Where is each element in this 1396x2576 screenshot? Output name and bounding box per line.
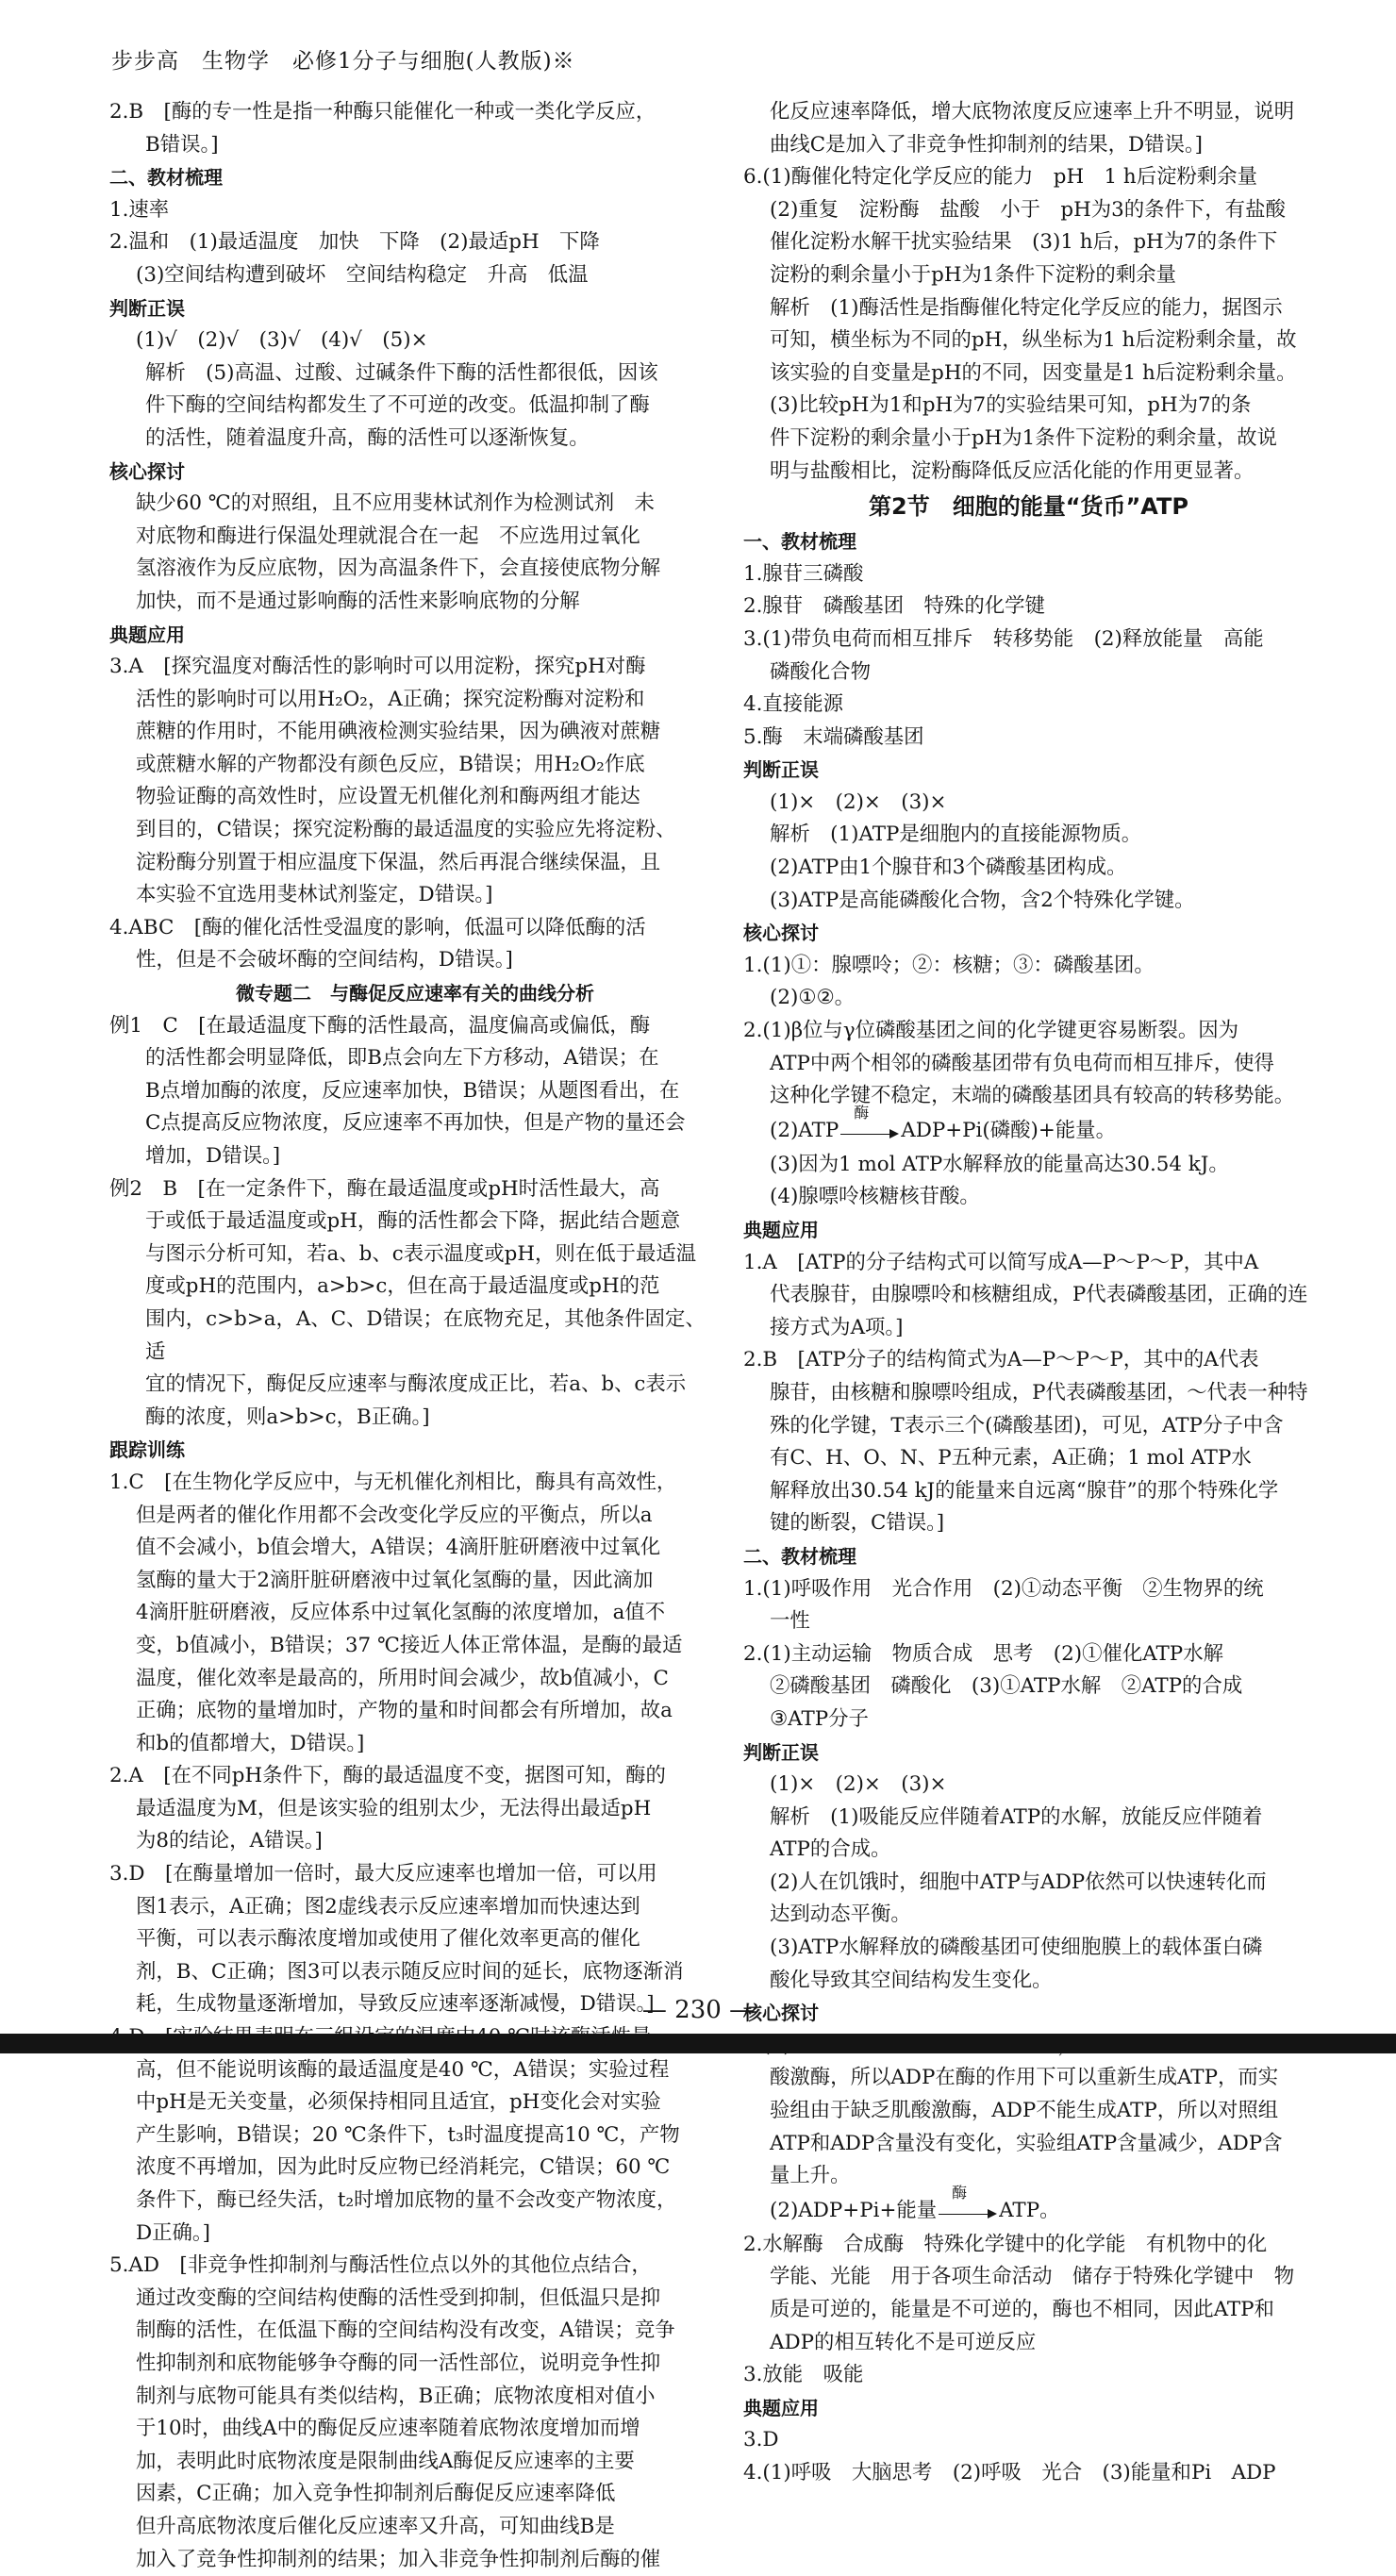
text-line: 件下淀粉的剩余量小于pH为1条件下淀粉的剩余量，故说 xyxy=(770,425,1277,450)
text-line: 淀粉的剩余量小于pH为1条件下淀粉的剩余量 xyxy=(770,262,1176,287)
text-line: 活性的影响时可以用H₂O₂，A正确；探究淀粉酶对淀粉和 xyxy=(136,687,645,711)
text-line: 解析 (5)高温、过酸、过碱条件下酶的活性都很低，因该 xyxy=(145,360,658,385)
text-line: 学能、光能 用于各项生命活动 储存于特殊化学键中 物 xyxy=(770,2265,1295,2289)
text-line: 达到动态平衡。 xyxy=(770,1903,911,1927)
text-line: 例1 C [在最适温度下酶的活性最高，温度偏高或偏低，酶 xyxy=(109,1013,651,1038)
text-line: D正确。] xyxy=(136,2220,210,2245)
text-line: (3)空间结构遭到破坏 空间结构稳定 升高 低温 xyxy=(136,262,589,287)
reaction-equation xyxy=(743,2183,1314,2229)
section-heading: 二、教材梳理 xyxy=(109,166,223,190)
text-line: (1)× (2)× (3)× xyxy=(770,789,947,814)
text-line: 宜的情况下，酶促反应速率与酶浓度成正比，若a、b、c表示 xyxy=(145,1372,687,1397)
text-line: 平衡，可以表示酶浓度增加或使用了催化效率更高的催化 xyxy=(136,1927,640,1952)
section-heading: 典题应用 xyxy=(743,2396,819,2419)
text-line: 剂，B、C正确；图3可以表示随反应时间的延长，底物逐渐消 xyxy=(136,1959,684,1984)
text-line: (2)ATP由1个腺苷和3个磷酸基团构成。 xyxy=(770,856,1127,880)
text-line: ATP和ADP含量没有变化，实验组ATP含量减少，ADP含 xyxy=(770,2131,1283,2155)
equation-right: ADP+Pi(磷酸)+能量。 xyxy=(901,1118,1116,1142)
text-line: 磷酸化合物 xyxy=(770,659,871,684)
text-line: 缺少60 ℃的对照组，且不应用斐林试剂作为检测试剂 未 xyxy=(136,491,655,516)
text-line: 曲线C是加入了非竞争性抑制剂的结果，D错误。] xyxy=(770,132,1203,157)
section-heading: 核心探讨 xyxy=(743,2002,819,2025)
text-line: 例2 B [在一定条件下，酶在最适温度或pH时活性最大，高 xyxy=(109,1176,660,1201)
text-line: (2)人在饥饿时，细胞中ATP与ADP依然可以快速转化而 xyxy=(770,1870,1267,1894)
text-line: ATP中两个相邻的磷酸基团带有负电荷而相互排斥，使得 xyxy=(770,1051,1274,1075)
text-line: (3)ATP水解释放的磷酸基团可使细胞膜上的载体蛋白磷 xyxy=(770,1936,1263,1960)
text-line: 键的断裂，C错误。] xyxy=(770,1511,945,1536)
text-line: 2.B [酶的专一性是指一种酶只能催化一种或一类化学反应， xyxy=(109,100,656,124)
text-line: 解析 (1)吸能反应伴随着ATP的水解，放能反应伴随着 xyxy=(770,1804,1263,1829)
text-line: 性，但是不会破坏酶的空间结构，D错误。] xyxy=(136,948,513,972)
text-line: 代表腺苷，由腺嘌呤和核糖组成，P代表磷酸基团，正确的连 xyxy=(770,1283,1308,1307)
text-line: 高，但不能说明该酶的最适温度是40 ℃，A错误；实验过程 xyxy=(136,2057,670,2082)
text-line: 明与盐酸相比，淀粉酶降低反应活化能的作用更显著。 xyxy=(770,458,1255,483)
text-line: 1.腺苷三磷酸 xyxy=(743,561,864,586)
text-line: 制剂与底物可能具有类似结构，B正确；底物浓度相对值小 xyxy=(136,2384,656,2408)
text-line: 的活性都会明显降低，即B点会向左下方移动，A错误；在 xyxy=(145,1046,659,1071)
section-heading: 第2节 细胞的能量“货币”ATP xyxy=(869,493,1188,521)
text-line: 3.A [探究温度对酶活性的影响时可以用淀粉，探究pH对酶 xyxy=(109,655,646,679)
text-line: 2.(1)主动运输 物质合成 思考 (2)①催化ATP水解 xyxy=(743,1641,1223,1666)
text-line: ATP的合成。 xyxy=(770,1837,891,1862)
text-line: 产生影响，B错误；20 ℃条件下，t₃时温度提高10 ℃，产物 xyxy=(136,2122,680,2147)
text-line: 正确；底物的量增加时，产物的量和时间都会有所增加，故a xyxy=(136,1699,673,1723)
right-column xyxy=(743,96,1314,2490)
text-line: 2.A [在不同pH条件下，酶的最适温度不变，据图可知，酶的 xyxy=(109,1764,666,1788)
text-line: 4.直接能源 xyxy=(743,692,843,717)
text-line: 耗，生成物量逐渐增加，导致反应速率逐渐减慢，D错误。] xyxy=(136,1992,655,2017)
equation-right: ATP。 xyxy=(999,2198,1060,2222)
text-line: 氢酶的量大于2滴肝脏研磨液中过氧化氢酶的量，因此滴加 xyxy=(136,1568,654,1592)
text-line: 一性 xyxy=(770,1609,810,1634)
text-line: 加入了竞争性抑制剂的结果；加入非竞争性抑制剂后酶的催 xyxy=(136,2547,661,2571)
text-line: 量上升。 xyxy=(770,2164,851,2188)
section-heading: 跟踪训练 xyxy=(109,1438,185,1462)
text-line: 对底物和酶进行保温处理就混合在一起 不应选用过氧化 xyxy=(136,524,640,548)
arrow-icon xyxy=(939,2183,997,2217)
text-line: ③ATP分子 xyxy=(770,1706,869,1731)
text-line: 这种化学键不稳定，末端的磷酸基团具有较高的转移势能。 xyxy=(770,1084,1295,1108)
text-line: 到目的，C错误；探究淀粉酶的最适温度的实验应先将淀粉、 xyxy=(136,818,676,842)
text-line: 增加，D错误。] xyxy=(145,1144,281,1168)
text-line: 1.速率 xyxy=(109,197,170,222)
equation-left: (2)ADP+Pi+能量 xyxy=(770,2198,938,2222)
text-line: 接方式为A项。] xyxy=(770,1315,904,1339)
text-line: 酶的浓度，则a>b>c，B正确。] xyxy=(145,1404,430,1429)
running-header: 步步高 生物学 必修1分子与细胞(人教版)※ xyxy=(111,49,575,74)
text-line: 件下酶的空间结构都发生了不可逆的改变。低温抑制了酶 xyxy=(145,393,650,418)
text-line: 6.(1)酶催化特定化学反应的能力 pH 1 h后淀粉剩余量 xyxy=(743,165,1258,190)
text-line: 因素，C正确；加入竞争性抑制剂后酶促反应速率降低 xyxy=(136,2482,616,2506)
text-line: 本实验不宜选用斐林试剂鉴定，D错误。] xyxy=(136,883,493,907)
text-line: 温度，催化效率是最高的，所用时间会减少，故b值减小，C xyxy=(136,1666,669,1690)
text-line: C点提高反应物浓度，反应速率不再加快，但是产物的量还会 xyxy=(145,1111,686,1136)
section-heading: 典题应用 xyxy=(109,623,185,646)
text-line: ②磷酸基团 磷酸化 (3)①ATP水解 ②ATP的合成 xyxy=(770,1674,1243,1699)
text-line: 1.C [在生物化学反应中，与无机催化剂相比，酶具有高效性， xyxy=(109,1470,677,1494)
text-line: 可知，横坐标为不同的pH，纵坐标为1 h后淀粉剩余量，故 xyxy=(770,328,1297,353)
text-line: 条件下，酶已经失活，t₂时增加底物的量不会改变产物浓度， xyxy=(136,2188,677,2212)
section-heading: 判断正误 xyxy=(109,296,185,320)
text-line: 中pH是无关变量，必须保持相同且适宜，pH变化会对实验 xyxy=(136,2090,661,2115)
text-line: 该实验的自变量是pH的不同，因变量是1 h后淀粉剩余量。 xyxy=(770,360,1297,385)
text-line: 有C、H、O、N、P五种元素，A正确；1 mol ATP水 xyxy=(770,1446,1252,1471)
text-line: 性抑制剂和底物能够争夺酶的同一活性部位，说明竞争性抑 xyxy=(136,2351,661,2375)
page-number: — 230 — xyxy=(641,1996,755,2024)
text-line: 但是两者的催化作用都不会改变化学反应的平衡点，所以a xyxy=(136,1503,653,1527)
text-line: B点增加酶的浓度，反应速率加快，B错误；从题图看出，在 xyxy=(145,1078,680,1103)
enzyme-label: 酶 xyxy=(854,1103,870,1122)
text-line: 质是可逆的，能量是不可逆的，酶也不相同，因此ATP和 xyxy=(770,2298,1274,2321)
text-line: 1.(1)呼吸作用 光合作用 (2)①动态平衡 ②生物界的统 xyxy=(743,1576,1264,1601)
text-line: 加，表明此时底物浓度是限制曲线A酶促反应速率的主要 xyxy=(136,2449,635,2473)
text-line: 3.放能 吸能 xyxy=(743,2363,864,2387)
text-line: 1.A [ATP的分子结构式可以简写成A—P～P～P，其中A xyxy=(743,1250,1259,1274)
text-line: 4.(1)呼吸 大脑思考 (2)呼吸 光合 (3)能量和Pi ADP xyxy=(743,2460,1276,2485)
text-line: 4滴肝脏研磨液，反应体系中过氧化氢酶的浓度增加，a值不 xyxy=(136,1601,666,1625)
text-line: 通过改变酶的空间结构使酶的活性受到抑制，但低温只是抑 xyxy=(136,2285,661,2310)
equation-left: (2)ATP xyxy=(770,1118,839,1142)
text-line: 3.D xyxy=(743,2428,779,2452)
text-line: 为8的结论，A错误。] xyxy=(136,1829,323,1853)
text-line: 但升高底物浓度后催化反应速率又升高，可知曲线B是 xyxy=(136,2514,615,2538)
arrow-icon xyxy=(840,1103,899,1137)
section-heading: 判断正误 xyxy=(743,758,819,782)
text-line: 酸激酶，所以ADP在酶的作用下可以重新生成ATP，而实 xyxy=(770,2066,1279,2090)
text-line: 氢溶液作为反应底物，因为高温条件下，会直接使底物分解 xyxy=(136,557,661,581)
text-line: 浓度不再增加，因为此时反应物已经消耗完，C错误；60 ℃ xyxy=(136,2155,671,2180)
section-heading: 核心探讨 xyxy=(109,459,185,483)
text-line: 3.D [在酶量增加一倍时，最大反应速率也增加一倍，可以用 xyxy=(109,1862,657,1886)
text-line: 催化淀粉水解干扰实验结果 (3)1 h后，pH为7的条件下 xyxy=(770,230,1278,255)
section-heading: 典题应用 xyxy=(743,1219,819,1241)
text-line: 1.(1)①：腺嘌呤；②：核糖；③：磷酸基团。 xyxy=(743,953,1155,977)
section-heading: 核心探讨 xyxy=(743,922,819,945)
text-line: 图1表示，A正确；图2虚线表示反应速率增加而快速达到 xyxy=(136,1894,640,1919)
text-line: (1)× (2)× (3)× xyxy=(770,1772,947,1797)
text-line: 淀粉酶分别置于相应温度下保温，然后再混合继续保温，且 xyxy=(136,850,661,874)
text-line: 3.(1)带负电荷而相互排斥 转移势能 (2)释放能量 高能 xyxy=(743,626,1264,651)
left-column xyxy=(109,96,721,2576)
text-line: 最适温度为M，但是该实验的组别太少，无法得出最适pH xyxy=(136,1796,652,1820)
text-line: 酸化导致其空间结构发生变化。 xyxy=(770,1968,1053,1992)
text-line: B错误。] xyxy=(145,132,219,157)
text-line: 于10时，曲线A中的酶促反应速率随着底物浓度增加而增 xyxy=(136,2417,640,2441)
text-line: 变，b值减小，B错误；37 ℃接近人体正常体温，是酶的最适 xyxy=(136,1633,683,1657)
text-line: 解释放出30.54 kJ的能量来自远离“腺苷”的那个特殊化学 xyxy=(770,1478,1279,1503)
section-heading: 一、教材梳理 xyxy=(743,530,856,554)
text-line: (3)因为1 mol ATP水解释放的能量高达30.54 kJ。 xyxy=(770,1152,1229,1176)
text-line: (2)重复 淀粉酶 盐酸 小于 pH为3的条件下，有盐酸 xyxy=(770,197,1286,222)
text-line: 加快，而不是通过影响酶的活性来影响底物的分解 xyxy=(136,589,580,613)
section-heading: 微专题二 与酶促反应速率有关的曲线分析 xyxy=(236,982,594,1005)
text-line: (3)比较pH为1和pH为7的实验结果可知，pH为7的条 xyxy=(770,393,1252,418)
text-line: ADP的相互转化不是可逆反应 xyxy=(770,2330,1037,2354)
text-line: 与图示分析可知，若a、b、c表示温度或pH，则在低于最适温 xyxy=(145,1241,697,1266)
text-line: (1)√ (2)√ (3)√ (4)√ (5)× xyxy=(136,328,428,353)
text-line: 腺苷，由核糖和腺嘌呤组成，P代表磷酸基团，～代表一种特 xyxy=(770,1380,1308,1404)
text-line: (3)ATP是高能磷酸化合物，含2个特殊化学键。 xyxy=(770,888,1195,912)
text-line: 值不会减小，b值会增大，A错误；4滴肝脏研磨液中过氧化 xyxy=(136,1536,661,1560)
text-line: 2.腺苷 磷酸基团 特殊的化学键 xyxy=(743,594,1045,619)
bottom-bar xyxy=(0,2034,1396,2053)
text-line: 的活性，随着温度升高，酶的活性可以逐渐恢复。 xyxy=(145,425,590,450)
text-line: 蔗糖的作用时，不能用碘液检测实验结果，因为碘液对蔗糖 xyxy=(136,720,661,744)
text-line: 2.(1)β位与γ位磷酸基团之间的化学键更容易断裂。因为 xyxy=(743,1019,1239,1043)
section-heading: 二、教材梳理 xyxy=(743,1544,856,1568)
section-heading: 判断正误 xyxy=(743,1740,819,1764)
text-line: 解析 (1)ATP是细胞内的直接能源物质。 xyxy=(770,823,1142,847)
text-line: 5.AD [非竞争性抑制剂与酶活性位点以外的其他位点结合， xyxy=(109,2253,652,2278)
text-line: 解析 (1)酶活性是指酶催化特定化学反应的能力，据图示 xyxy=(770,295,1283,320)
text-line: 度或pH的范围内，a>b>c，但在高于最适温度或pH的范 xyxy=(145,1274,660,1299)
text-line: 化反应速率降低，增大底物浓度反应速率上升不明显，说明 xyxy=(770,100,1295,124)
text-line: 围内，c>b>a，A、C、D错误；在底物充足，其他条件固定、适 xyxy=(145,1306,706,1364)
text-line: 4.ABC [酶的催化活性受温度的影响，低温可以降低酶的活 xyxy=(109,915,646,939)
text-line: 殊的化学键，T表示三个(磷酸基团)，可见，ATP分子中含 xyxy=(770,1413,1284,1438)
text-line: 或蔗糖水解的产物都没有颜色反应，B错误；用H₂O₂作底 xyxy=(136,752,645,776)
text-line: (2)①②。 xyxy=(770,986,856,1010)
text-line: 制酶的活性，在低温下酶的空间结构没有改变，A错误；竞争 xyxy=(136,2318,675,2343)
reaction-equation xyxy=(743,1103,1314,1149)
text-line: 和b的值都增大，D错误。] xyxy=(136,1731,365,1755)
text-line: 验组由于缺乏肌酸激酶，ADP不能生成ATP，所以对照组 xyxy=(770,2099,1279,2123)
text-line: 于或低于最适温度或pH，酶的活性都会下降，据此结合题意 xyxy=(145,1209,681,1234)
text-line: 2.水解酶 合成酶 特殊化学键中的化学能 有机物中的化 xyxy=(743,2232,1268,2256)
text-line: 5.酶 末端磷酸基团 xyxy=(743,724,924,749)
text-line: 2.温和 (1)最适温度 加快 下降 (2)最适pH 下降 xyxy=(109,230,600,255)
text-line: 2.B [ATP分子的结构简式为A—P～P～P，其中的A代表 xyxy=(743,1348,1259,1372)
enzyme-label: 酶 xyxy=(952,2183,968,2202)
text-line: (4)腺嘌呤核糖核苷酸。 xyxy=(770,1185,980,1209)
text-line: 物验证酶的高效性时，应设置无机催化剂和酶两组才能达 xyxy=(136,785,640,809)
